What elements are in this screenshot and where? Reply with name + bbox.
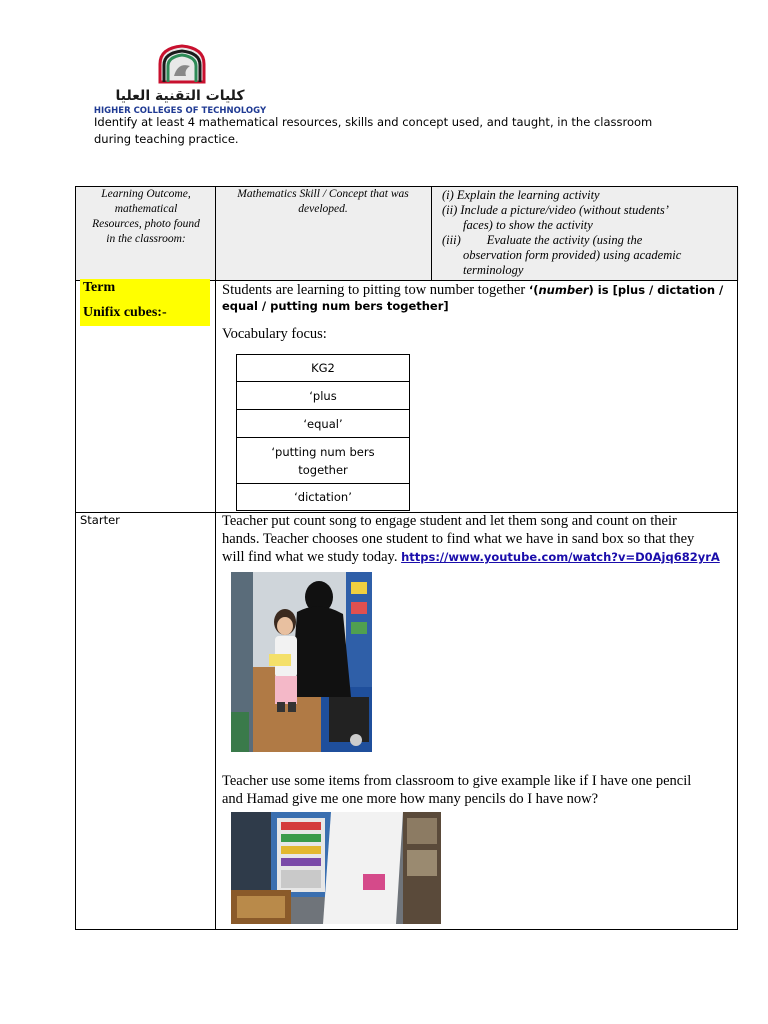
starter-label: Starter bbox=[80, 513, 120, 527]
vocab-cell: ‘plus bbox=[236, 382, 410, 410]
vocab-cell: ‘equal’ bbox=[236, 410, 410, 438]
intro-text bbox=[94, 114, 694, 148]
header-instructions: (i) Explain the learning activity (ii) Include a picture/video (without students’ faces) to show the activity (iii) Evaluate the activity (using the observation form provided) using academic terminology bbox=[442, 188, 682, 277]
example-paragraph: Teacher use some items from classroom to give example like if I have one pencil and Hamad give me one more how many pencils do I have now? bbox=[222, 773, 692, 807]
youtube-link[interactable]: https://www.youtube.com/watch?v=D0Ajq682yrA bbox=[401, 550, 720, 564]
intro-line-2: during teaching practice. bbox=[94, 132, 239, 146]
hct-logo bbox=[92, 42, 272, 116]
starter-paragraph: Teacher put count song to engage student and let them song and count on their hands. Teacher chooses one student to find what we have in sand box so that they will find what we study today. https://www.youtube.com/watch?v=D0Ajq682yrA bbox=[222, 513, 720, 565]
table-col-divider-1 bbox=[215, 186, 216, 930]
intro-line-1: Identify at least 4 mathematical resources, skills and concept used, and taught, in the classroom bbox=[94, 115, 653, 129]
logo-arabic: كليات التقنية العليا bbox=[115, 88, 245, 104]
table-col-divider-2 bbox=[431, 186, 432, 280]
unifix-label: Unifix cubes:- bbox=[83, 305, 167, 320]
table-border-bottom bbox=[75, 929, 738, 930]
learning-sentence: Students are learning to pitting tow number together ‘(number) is [plus / dictation / bbox=[222, 282, 724, 298]
vocab-cell: ‘putting num bers together bbox=[236, 438, 410, 484]
classroom-photo-teacher-student bbox=[231, 572, 372, 752]
learning-sentence-cont: equal / putting num bers together] bbox=[222, 299, 449, 313]
vocab-cell: KG2 bbox=[236, 354, 410, 382]
header-math-skill: Mathematics Skill / Concept that was developed. bbox=[237, 188, 409, 215]
vocab-cell: ‘dictation’ bbox=[236, 484, 410, 511]
term-label: Term bbox=[83, 280, 116, 295]
classroom-photo-board bbox=[231, 812, 441, 924]
vocab-heading: Vocabulary focus: bbox=[222, 326, 327, 342]
header-learning-outcome: Learning Outcome, mathematical Resources, photo found in the classroom: bbox=[92, 188, 200, 245]
term-highlight bbox=[80, 279, 210, 326]
table-border-left bbox=[75, 186, 76, 930]
logo-english: HIGHER COLLEGES OF TECHNOLOGY bbox=[93, 106, 267, 116]
vocab-table bbox=[236, 354, 410, 511]
